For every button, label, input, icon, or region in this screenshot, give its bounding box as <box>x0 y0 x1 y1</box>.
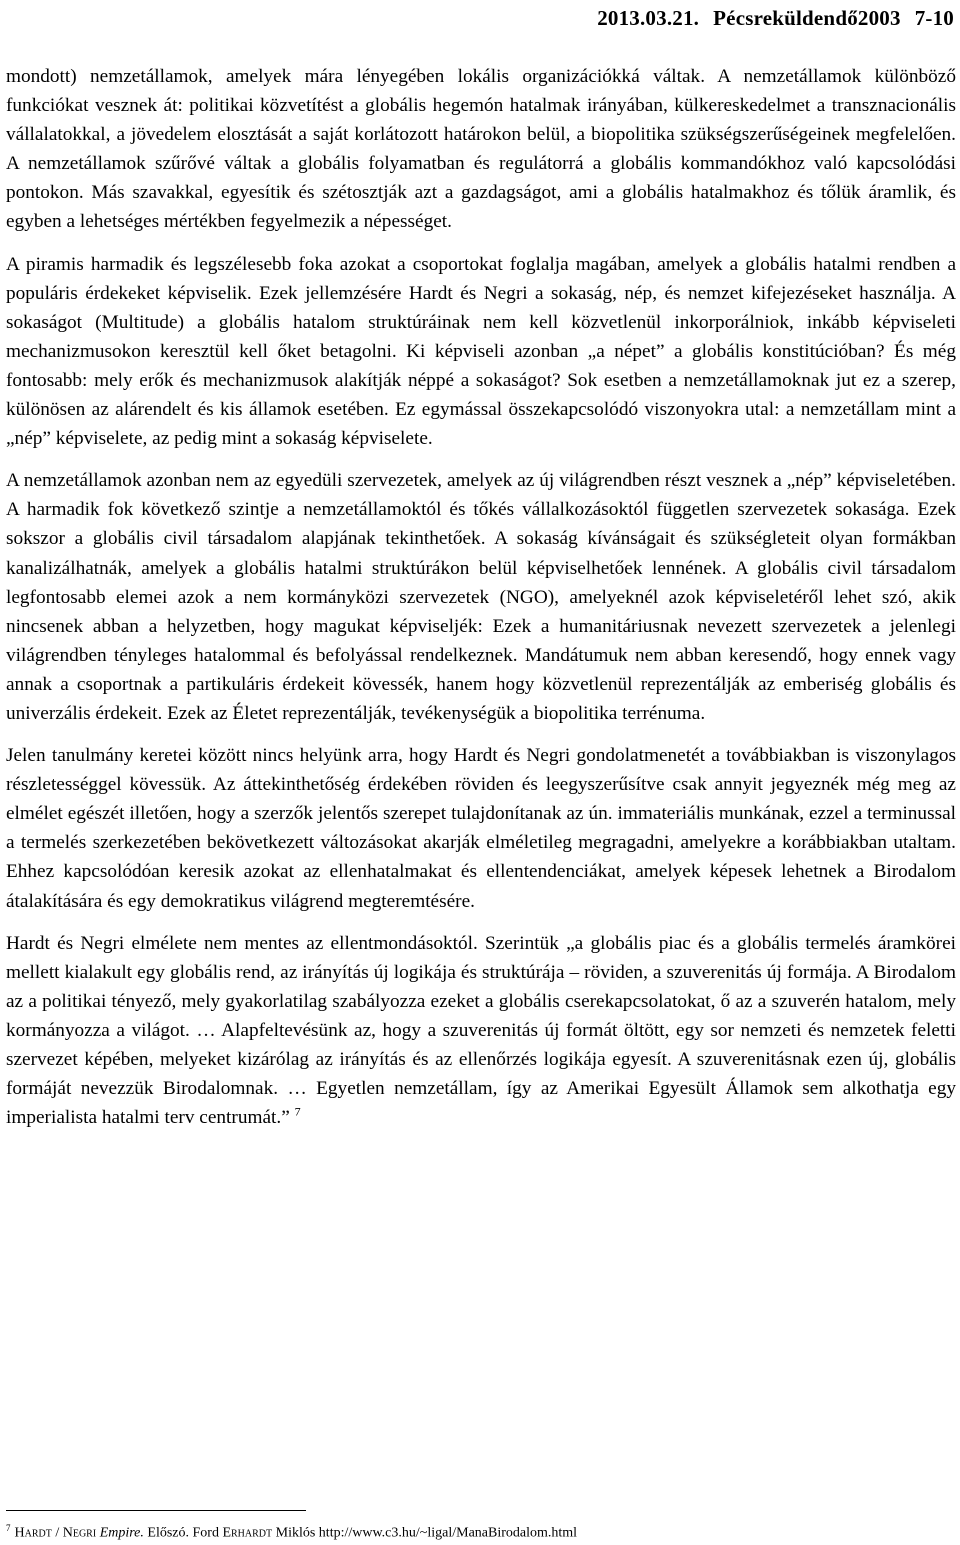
footnote-number: 7 <box>6 1523 11 1533</box>
header-pages: 7-10 <box>914 6 954 30</box>
footnote-reference[interactable]: 7 <box>294 1104 301 1119</box>
paragraph-5 <box>6 929 956 1133</box>
page-header <box>597 6 954 31</box>
header-date: 2013.03.21. <box>597 6 700 30</box>
body-text <box>6 62 956 1145</box>
footnote-text-1: Előszó. Ford <box>143 1525 223 1541</box>
paragraph-3: A nemzetállamok azonban nem az egyedüli szervezetek, amelyek az új világrendben részt vesznek a „nép” képviseletében. A harmadik fok következő szintje a nemzetállamoktól és tőkés vállalkozásoktól független szervezetek sokasága. Ezek sokszor a globális civil társadalom alapjának tekinthetőek. A sokaság kívánságait és szükségleteit olyan formákban kanalizálhatnák, amelyek a globális hatalmi struktúrákon belül képviselhetőek lennének. A globális civil társadalom legfontosabb elemei azok a nem kormányközi szervezetek (NGO), amelyeknél azok képviseletéről lehet szó, akik nincsenek abban a helyzetben, hogy magukat képviseljék: Ezek a humanitáriusnak nevezett szervezetek a jelenlegi világrendben tényleges hatalommal és befolyással rendelkeznek. Mandátumuk nem abban keresendő, hogy ennek vagy annak a csoportnak a partikuláris érdekeit kövessék, hanem hogy közvetlenül reprezentálják az emberiség globális és univerzális érdekeit. Ezek az Életet reprezentálják, tevékenységük a biopolitika terrénuma. <box>6 470 956 724</box>
footnote-text-2: Miklós http://www.c3.hu/~ligal/ManaBirodalom.html <box>272 1525 578 1541</box>
footnote-title: Empire. <box>99 1525 144 1541</box>
footnote-translator: Erhardt <box>222 1525 273 1541</box>
paragraph-4: Jelen tanulmány keretei között nincs helyünk arra, hogy Hardt és Negri gondolatmenetét a továbbiakban is viszonylagos részletességgel kövessük. Az áttekinthetőség érdekében röviden és leegyszerűsítve csak annyit jegyeznék még meg az elmélet egészét illetően, hogy a szerzők jelentős szerepet tulajdonítanak az ún. immateriális munkának, ezzel a terminussal a termelés szerkezetében bekövetkezett változásokat akarják elméletileg megragadni, amelyekre a korábbiakban utaltam. Ehhez kapcsolódóan keresik azokat az ellenhatalmakat és ellentendenciákat, amelyek képesek lehetnek a Birodalom átalakítására és egy demokratikus világrend megteremtésére. <box>6 745 956 912</box>
footnote-author-1: Hardt <box>14 1525 52 1541</box>
paragraph-5-text: Hardt és Negri elmélete nem mentes az ellentmondásoktól. Szerintük „a globális piac és a globális termelés áramkörei mellett kialakult egy globális rend, az irányítás új logikája és struktúrája – röviden, a szuverenitás új formája. A Birodalom az a politikai tényező, mely gyakorlatilag szabályozza ezeket a globális cserekapcsolatokat, ő az a szuverén hatalom, mely kormányozza a világot. … Alapfeltevésünk az, hogy a szuverenitás új formát öltött, egy sor nemzeti és nemzetek feletti szervezet képében, melyeket kizárólag az irányítás és az ellenőrzés logikája egyesít. A szuverenitásnak ezen új, globális formáját nevezzük Birodalomnak. … Egyetlen nemzetállam, így az Amerikai Egyesült Államok sem alkothatja egy imperialista hatalmi terv centrumát.” <box>6 932 956 1129</box>
paragraph-2: A piramis harmadik és legszélesebb foka azokat a csoportokat foglalja magában, amelyek a globális hatalmi rendben a populáris érdekeket képviselik. Ezek jellemzésére Hardt és Negri a sokaság, nép, és nemzet kifejezéseket használja. A sokaságot (Multitude) a globális hatalom struktúráinak nem kell közvetlenül inkorporálniok, inkább képviseleti mechanizmusokon keresztül kell őket betagolni. Ki képviseli azonban „a népet” a globális konstitúcióban? És még fontosabb: mely erők és mechanizmusok alakítják néppé a sokaságot? Sok esetben a nemzetállamoknak jut ez a szerep, különösen az alárendelt és kis államok esetében. Ez egymással összekapcsolódó viszonyokra utal: a nemzetállam mint a „nép” képviselete, az pedig mint a sokaság képviselete. <box>6 253 956 450</box>
footnote <box>6 1519 577 1543</box>
header-title: Pécsreküldendő2003 <box>713 6 901 30</box>
paragraph-1: mondott) nemzetállamok, amelyek mára lényegében lokális organizációkká váltak. A nemzetállamok különböző funkciókat vesznek át: politikai közvetítést a globális hegemón hatalmak irányában, külkereskedelmet a transznacionális vállalatokkal, a jövedelem elosztását a saját korlátozott határokon belül, a biopolitika szükségszerűségeinek megfelelően. A nemzetállamok szűrővé váltak a globális folyamatban és regulátorrá a globális kommandókhoz való kapcsolódási pontokon. Más szavakkal, egyesítik és szétosztják azt a gazdagságot, ami a globális hatalmakhoz és tőlük áramlik, és egyben a lehetséges mértékben fegyelmezik a népességet. <box>6 66 956 233</box>
footnote-divider <box>6 1510 306 1511</box>
footnote-slash: / <box>51 1525 63 1541</box>
footnote-author-2: Negri <box>62 1525 97 1541</box>
